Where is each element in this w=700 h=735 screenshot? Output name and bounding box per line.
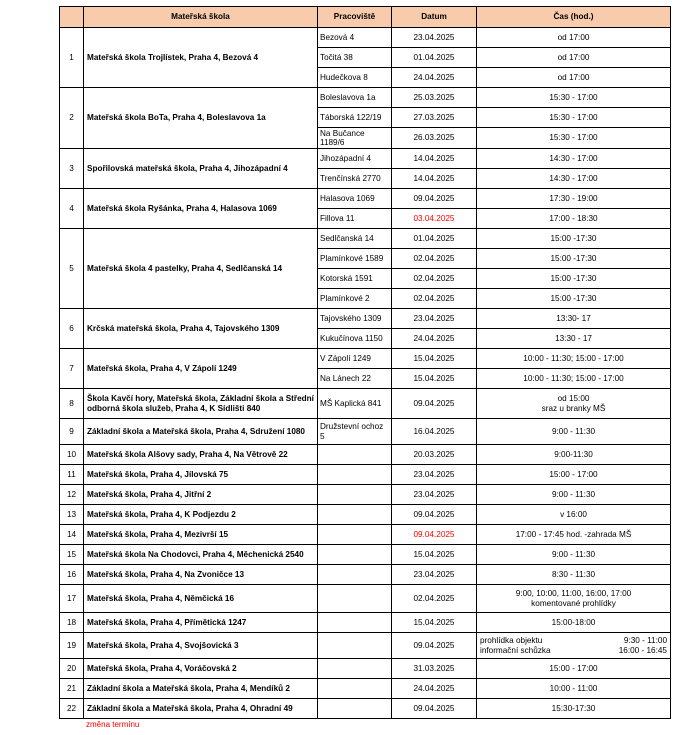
visit-time: 15:00-18:00 bbox=[477, 613, 671, 633]
site-address: Na Lánech 22 bbox=[318, 369, 392, 389]
time-line: komentované prohlídky bbox=[531, 598, 616, 608]
table-row bbox=[60, 613, 671, 633]
table-row bbox=[60, 189, 671, 209]
school-name: Mateřská škola, Praha 4, V Zápolí 1249 bbox=[84, 349, 318, 389]
table-row bbox=[60, 419, 671, 445]
row-number: 18 bbox=[60, 613, 84, 633]
school-name: Mateřská škola Alšovy sady, Praha 4, Na Větrově 22 bbox=[84, 445, 318, 465]
visit-time: 15:30 - 17:00 bbox=[477, 108, 671, 128]
school-name: Mateřská škola Na Chodovci, Praha 4, Měchenická 2540 bbox=[84, 545, 318, 565]
table-row bbox=[60, 585, 671, 613]
visit-time: 10:00 - 11:00 bbox=[477, 679, 671, 699]
visit-date: 23.04.2025 bbox=[392, 565, 477, 585]
table-row bbox=[60, 445, 671, 465]
row-number: 15 bbox=[60, 545, 84, 565]
table-row bbox=[60, 679, 671, 699]
site-address bbox=[318, 679, 392, 699]
table-row bbox=[60, 633, 671, 659]
school-name: Mateřská škola, Praha 4, Přímětická 1247 bbox=[84, 613, 318, 633]
school-name: Mateřská škola Ryšánka, Praha 4, Halasova 1069 bbox=[84, 189, 318, 229]
visit-time: v 16:00 bbox=[477, 505, 671, 525]
visit-time: 17:30 - 19:00 bbox=[477, 189, 671, 209]
school-name: Mateřská škola, Praha 4, Jílovská 75 bbox=[84, 465, 318, 485]
visit-time bbox=[477, 633, 671, 659]
visit-date: 16.04.2025 bbox=[392, 419, 477, 445]
site-address: Družstevní ochoz 5 bbox=[318, 419, 392, 445]
table-row bbox=[60, 485, 671, 505]
visit-date: 27.03.2025 bbox=[392, 108, 477, 128]
visit-time: 15:00 - 17:00 bbox=[477, 465, 671, 485]
header-site: Pracoviště bbox=[318, 7, 392, 28]
table-row bbox=[60, 229, 671, 249]
school-name: Mateřská škola, Praha 4, Voráčovská 2 bbox=[84, 659, 318, 679]
site-address: Fillova 11 bbox=[318, 209, 392, 229]
table-row bbox=[60, 465, 671, 485]
header-date: Datum bbox=[392, 7, 477, 28]
visit-date: 24.04.2025 bbox=[392, 679, 477, 699]
row-number: 16 bbox=[60, 565, 84, 585]
visit-date: 15.04.2025 bbox=[392, 349, 477, 369]
site-address bbox=[318, 525, 392, 545]
table-row bbox=[60, 699, 671, 719]
site-address: Kukučínova 1150 bbox=[318, 329, 392, 349]
table-row bbox=[60, 28, 671, 48]
visit-time bbox=[477, 585, 671, 613]
visit-date: 24.04.2025 bbox=[392, 68, 477, 88]
visit-time bbox=[477, 389, 671, 419]
time-line: od 15:00 bbox=[557, 394, 590, 404]
visit-time: 15:00 -17:30 bbox=[477, 249, 671, 269]
visit-date: 09.04.2025 bbox=[392, 525, 477, 545]
site-address: Plamínkové 2 bbox=[318, 289, 392, 309]
time-split-time: 9:30 - 11:00 bbox=[623, 636, 667, 646]
school-name: Mateřská škola, Praha 4, Mezivrší 15 bbox=[84, 525, 318, 545]
site-address bbox=[318, 613, 392, 633]
school-name: Spořilovská mateřská škola, Praha 4, Jihozápadní 4 bbox=[84, 149, 318, 189]
school-name: Mateřská škola, Praha 4, Němčická 16 bbox=[84, 585, 318, 613]
visit-time: 9:00 - 11:30 bbox=[477, 485, 671, 505]
site-address bbox=[318, 699, 392, 719]
table-body bbox=[60, 28, 671, 719]
table-row bbox=[60, 659, 671, 679]
site-address: MŠ Kaplická 841 bbox=[318, 389, 392, 419]
site-address: Bezová 4 bbox=[318, 28, 392, 48]
visit-time: 15:00 -17:30 bbox=[477, 289, 671, 309]
visit-time: 15:30 - 17:00 bbox=[477, 128, 671, 149]
header-row bbox=[60, 7, 671, 28]
row-number: 9 bbox=[60, 419, 84, 445]
site-address: Trenčínská 2770 bbox=[318, 169, 392, 189]
site-address bbox=[318, 445, 392, 465]
visit-time: od 17:00 bbox=[477, 68, 671, 88]
site-address bbox=[318, 465, 392, 485]
visit-time: 9:00 - 11:30 bbox=[477, 545, 671, 565]
time-split-line bbox=[480, 636, 667, 645]
change-note: změna termínu bbox=[86, 720, 140, 729]
site-address bbox=[318, 585, 392, 613]
visit-date: 02.04.2025 bbox=[392, 249, 477, 269]
row-number: 19 bbox=[60, 633, 84, 659]
row-number: 3 bbox=[60, 149, 84, 189]
table-row bbox=[60, 88, 671, 108]
visit-date: 23.04.2025 bbox=[392, 465, 477, 485]
visit-time: od 17:00 bbox=[477, 48, 671, 68]
site-address: Halasova 1069 bbox=[318, 189, 392, 209]
school-name: Mateřská škola Trojlístek, Praha 4, Bezová 4 bbox=[84, 28, 318, 88]
visit-date: 09.04.2025 bbox=[392, 389, 477, 419]
site-address: Jihozápadní 4 bbox=[318, 149, 392, 169]
school-name: Základní škola a Mateřská škola, Praha 4, Sdružení 1080 bbox=[84, 419, 318, 445]
schedule-table bbox=[59, 6, 671, 719]
site-address: Hudečkova 8 bbox=[318, 68, 392, 88]
table-row bbox=[60, 149, 671, 169]
visit-time: 15:00 - 17:00 bbox=[477, 659, 671, 679]
visit-date: 31.03.2025 bbox=[392, 659, 477, 679]
visit-time: 17:00 - 18:30 bbox=[477, 209, 671, 229]
row-number: 2 bbox=[60, 88, 84, 149]
visit-time: 15:30-17:30 bbox=[477, 699, 671, 719]
visit-date: 09.04.2025 bbox=[392, 189, 477, 209]
row-number: 7 bbox=[60, 349, 84, 389]
header-time: Čas (hod.) bbox=[477, 7, 671, 28]
visit-time: 13:30- 17 bbox=[477, 309, 671, 329]
school-name: Mateřská škola BoTa, Praha 4, Boleslavova 1a bbox=[84, 88, 318, 149]
site-address: Plamínkové 1589 bbox=[318, 249, 392, 269]
visit-date: 01.04.2025 bbox=[392, 48, 477, 68]
row-number: 5 bbox=[60, 229, 84, 309]
row-number: 13 bbox=[60, 505, 84, 525]
row-number: 12 bbox=[60, 485, 84, 505]
visit-time: 9:00-11:30 bbox=[477, 445, 671, 465]
visit-date: 01.04.2025 bbox=[392, 229, 477, 249]
row-number: 10 bbox=[60, 445, 84, 465]
school-name: Základní škola a Mateřská škola, Praha 4, Mendíků 2 bbox=[84, 679, 318, 699]
school-name: Mateřská škola, Praha 4, Na Zvoničce 13 bbox=[84, 565, 318, 585]
visit-time: 9:00 - 11:30 bbox=[477, 419, 671, 445]
visit-time: 10:00 - 11:30; 15:00 - 17:00 bbox=[477, 349, 671, 369]
visit-time: 10:00 - 11:30; 15:00 - 17:00 bbox=[477, 369, 671, 389]
time-line: sraz u branky MŠ bbox=[541, 403, 606, 413]
site-address bbox=[318, 545, 392, 565]
site-address: Boleslavova 1a bbox=[318, 88, 392, 108]
school-name: Škola Kavčí hory, Mateřská škola, Základní škola a Střední odborná škola služeb, Praha 4, K Sídlišti 840 bbox=[84, 389, 318, 419]
table-row bbox=[60, 505, 671, 525]
site-address: Sedlčanská 14 bbox=[318, 229, 392, 249]
row-number: 8 bbox=[60, 389, 84, 419]
table-row bbox=[60, 565, 671, 585]
row-number: 6 bbox=[60, 309, 84, 349]
school-name: Mateřská škola, Praha 4, Jitřní 2 bbox=[84, 485, 318, 505]
row-number: 22 bbox=[60, 699, 84, 719]
time-split-line bbox=[480, 646, 667, 655]
time-split-label: informační schůzka bbox=[480, 645, 551, 655]
header-school: Mateřská škola bbox=[84, 7, 318, 28]
row-number: 21 bbox=[60, 679, 84, 699]
site-address: Na Bučance 1189/6 bbox=[318, 128, 392, 149]
site-address: Tajovského 1309 bbox=[318, 309, 392, 329]
school-name: Mateřská škola, Praha 4, Svojšovická 3 bbox=[84, 633, 318, 659]
site-address: Kotorská 1591 bbox=[318, 269, 392, 289]
time-split-time: 16:00 - 16:45 bbox=[618, 645, 667, 655]
time-split-label: prohlídka objektu bbox=[480, 636, 543, 646]
visit-date: 15.04.2025 bbox=[392, 369, 477, 389]
visit-time: 15:30 - 17:00 bbox=[477, 88, 671, 108]
visit-date: 03.04.2025 bbox=[392, 209, 477, 229]
table-row bbox=[60, 389, 671, 419]
school-name: Mateřská škola 4 pastelky, Praha 4, Sedlčanská 14 bbox=[84, 229, 318, 309]
visit-date: 09.04.2025 bbox=[392, 505, 477, 525]
visit-date: 09.04.2025 bbox=[392, 633, 477, 659]
visit-time: 17:00 - 17:45 hod. -zahrada MŠ bbox=[477, 525, 671, 545]
visit-date: 26.03.2025 bbox=[392, 128, 477, 149]
site-address bbox=[318, 633, 392, 659]
header-num bbox=[60, 7, 84, 28]
visit-date: 02.04.2025 bbox=[392, 289, 477, 309]
visit-date: 15.04.2025 bbox=[392, 545, 477, 565]
row-number: 11 bbox=[60, 465, 84, 485]
visit-date: 23.04.2025 bbox=[392, 485, 477, 505]
row-number: 1 bbox=[60, 28, 84, 88]
site-address bbox=[318, 485, 392, 505]
visit-time: 13:30 - 17 bbox=[477, 329, 671, 349]
visit-time: od 17:00 bbox=[477, 28, 671, 48]
table-row bbox=[60, 309, 671, 329]
school-name: Základní škola a Mateřská škola, Praha 4, Ohradní 49 bbox=[84, 699, 318, 719]
row-number: 20 bbox=[60, 659, 84, 679]
row-number: 17 bbox=[60, 585, 84, 613]
visit-date: 02.04.2025 bbox=[392, 585, 477, 613]
visit-time: 14:30 - 17:00 bbox=[477, 169, 671, 189]
visit-date: 23.04.2025 bbox=[392, 309, 477, 329]
visit-date: 15.04.2025 bbox=[392, 613, 477, 633]
school-name: Krčská mateřská škola, Praha 4, Tajovského 1309 bbox=[84, 309, 318, 349]
site-address bbox=[318, 565, 392, 585]
visit-time: 8:30 - 11:30 bbox=[477, 565, 671, 585]
table-row bbox=[60, 525, 671, 545]
site-address: Točitá 38 bbox=[318, 48, 392, 68]
time-line: 9:00, 10:00, 11:00, 16:00, 17:00 bbox=[515, 589, 632, 599]
table-row bbox=[60, 545, 671, 565]
school-name: Mateřská škola, Praha 4, K Podjezdu 2 bbox=[84, 505, 318, 525]
site-address bbox=[318, 505, 392, 525]
visit-date: 23.04.2025 bbox=[392, 28, 477, 48]
visit-time: 15:00 -17:30 bbox=[477, 269, 671, 289]
visit-time: 15:00 -17:30 bbox=[477, 229, 671, 249]
visit-date: 25.03.2025 bbox=[392, 88, 477, 108]
table-row bbox=[60, 349, 671, 369]
visit-date: 02.04.2025 bbox=[392, 269, 477, 289]
visit-date: 14.04.2025 bbox=[392, 149, 477, 169]
visit-time: 14:30 - 17:00 bbox=[477, 149, 671, 169]
site-address: Táborská 122/19 bbox=[318, 108, 392, 128]
visit-date: 14.04.2025 bbox=[392, 169, 477, 189]
visit-date: 09.04.2025 bbox=[392, 699, 477, 719]
row-number: 4 bbox=[60, 189, 84, 229]
site-address bbox=[318, 659, 392, 679]
visit-date: 20.03.2025 bbox=[392, 445, 477, 465]
visit-date: 24.04.2025 bbox=[392, 329, 477, 349]
row-number: 14 bbox=[60, 525, 84, 545]
site-address: V Zápolí 1249 bbox=[318, 349, 392, 369]
